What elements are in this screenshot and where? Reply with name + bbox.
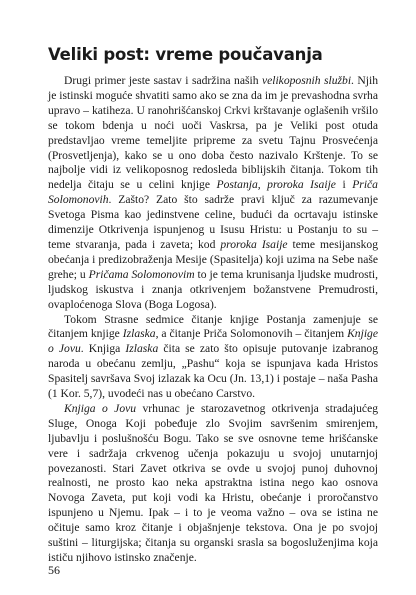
italic-text-run: Knjige o Jovu [48,327,378,356]
page-number: 56 [48,563,60,577]
text-run: Drugi primer jeste sastav i sadržina naših [64,74,262,87]
italic-text-run: Izlaska [125,342,159,356]
text-run: to je tema krunisanja ljudske mudrosti, ljudskog iskustva i znanja otkrivenjem božanstvene Premudrosti, ovaploćenoga Slova (Boga Logosa). [48,267,378,311]
text-run: Tokom Strasne sedmice čitanje knjige Postanja zamenjuje se čitanjem knjige [48,312,378,341]
italic-text-run: proroka Isaije [220,237,288,251]
italic-text-run: Izlaska [122,327,156,341]
paragraph-1 [48,74,378,313]
body-text [48,74,378,566]
paragraph-2 [48,313,378,402]
text-run: . Zašto? Zato što sadrže pravi ključ za razumevanje Svetoga Pisma kao jedinstvene celine, budući da ocrtavaju istinske dimenzije Otkrivenja ispunjenog u Isusu Hristu: u Postanju to su – teme stvaranja, pada i zaveta; kod [48,193,378,251]
text-run: vrhunac je starozavetnog otkrivenja stradajućeg Sluge, Onoga Koji pobeđuje zlo Svojim savršenim smirenjem, ljubavlju i poslušnošću Bogu. Tako se sve osnovne teme hrišćanske vere i sadržaja crkvenog učenja pokazuju u svojoj unutarnjoj povezanosti. Stari Zavet otkriva se ovde u svojoj punoj duhovnoj realnosti, ne prosto kao neka apstraktna istina nego kao osnova Novoga Zaveta, put koji vodi ka Hristu, obećanje i proročanstvo ispunjeno u Njemu. Ipak – i to je veoma važno – ova se istina ne očituje samo kroz čitanje i objašnjenje tekstova. Ona je po svojoj suštini – liturgijska; čitanja su organski srasla sa bogosluženjima koja ističu njihovo istinsko značenje. [48,401,379,564]
text-run: . Knjiga [80,342,126,356]
italic-text-run: Pričama Solomonovim [88,267,195,281]
italic-text-run: velikoposnih službi [261,74,352,87]
text-run: . Njih je istinski moguće shvatiti samo ako se zna da im je prevashodna svrha upravo – katiheza. U ranohrišćanskoj Crkvi krštavanje oglašenih vršilo se tokom bdenja u noći uoči Vaskrsa, pa je Veliki post otuda predstavljao vreme temeljite pripreme za svetu Tajnu Prosvećenja (Prosvetljenja), kako se u ono doba često nazivalo Krštenje. To se najbolje vidi iz velikoposnog redosleda biblijskih čitanja. Tokom tih nedelja čitaju se u celini knjige [48,74,378,192]
text-run: , a čitanje Priča Solomonovih – čitanjem [155,327,348,341]
italic-text-run: Priča Solomonovih [48,178,378,207]
italic-text-run: Postanja, proroka Isaije [216,178,336,192]
text-run: čita se zato što opisuje putovanje izabranog naroda u obećanu zemlju, „Pashu“ koja se ispunjava kada Hristos Spasitelj savršava Svoj izlazak ka Ocu (Jn. 13,1) i postaje – naša Pasha (1 Kor. 5,7), uvodeći nas u obećano Carstvo. [48,342,379,401]
italic-text-run: Knjiga o Jovu [64,401,137,415]
text-run: teme mesijanskog obećanja i predizobraženja Mesije (Spasitelja) koji uzima na Sebe naše grehe; u [48,237,378,281]
section-heading: Veliki post: vreme poučavanja [48,45,323,64]
paragraph-3 [48,402,378,566]
text-run: i [335,178,353,192]
